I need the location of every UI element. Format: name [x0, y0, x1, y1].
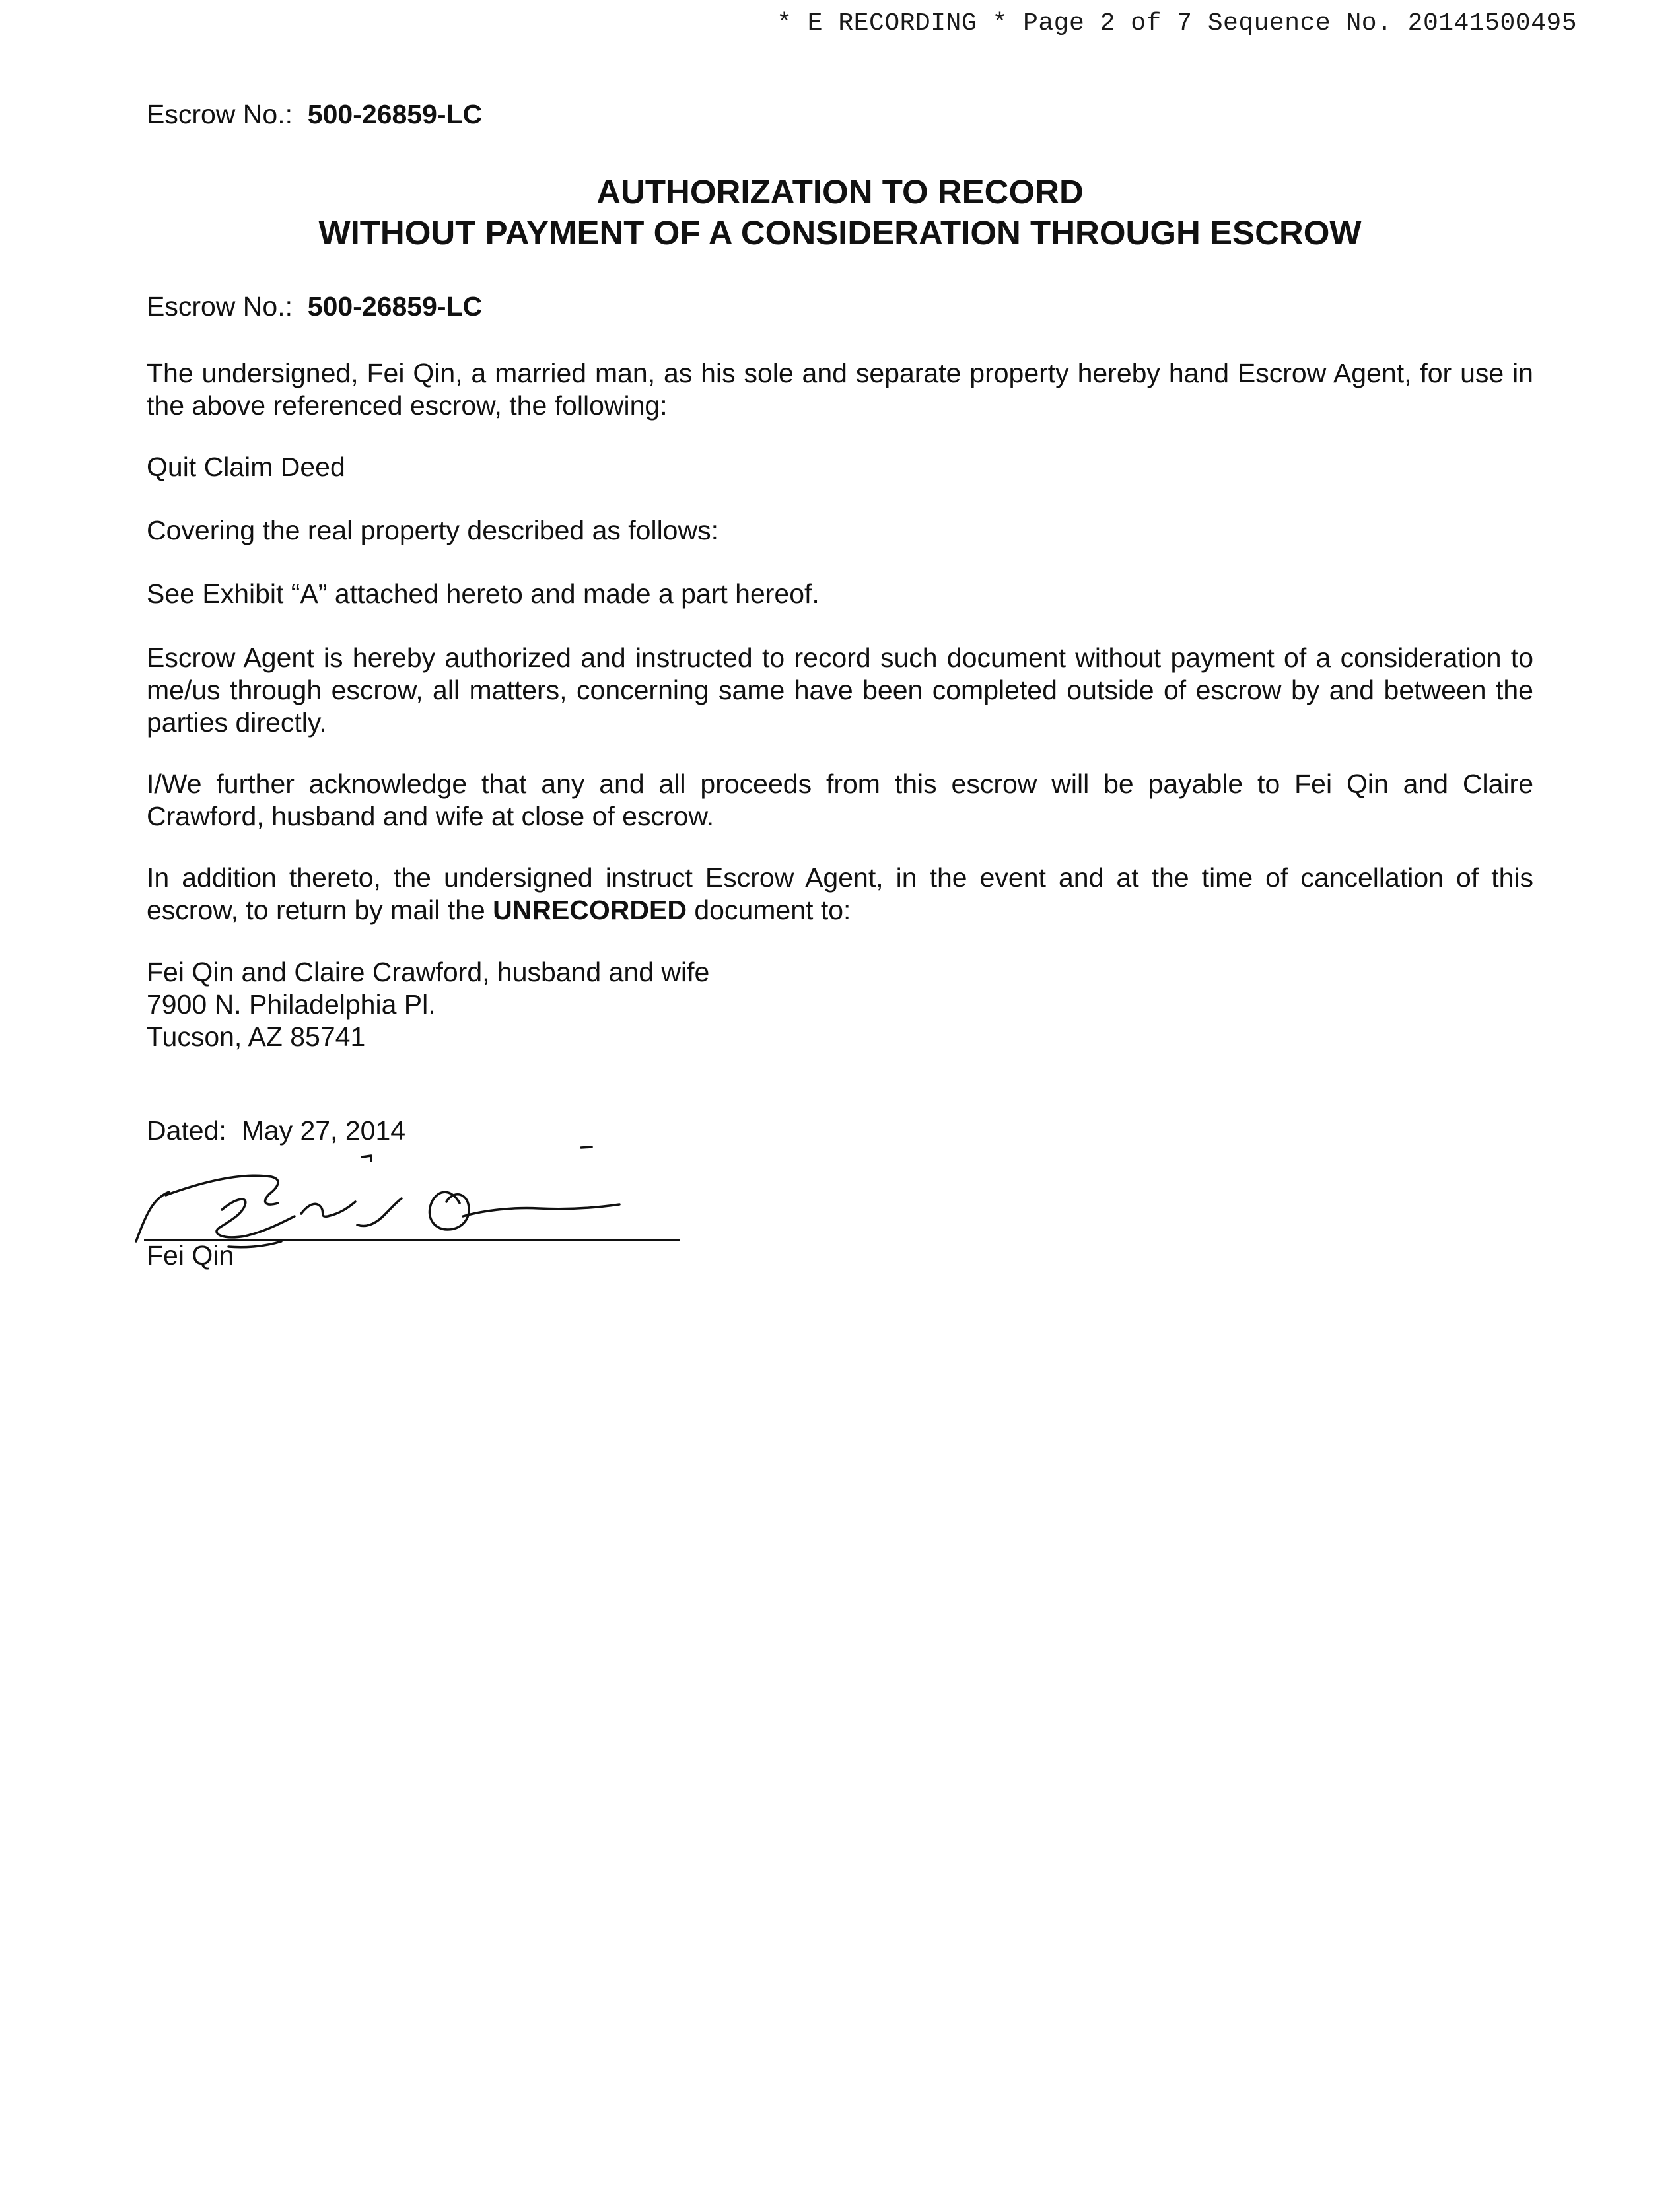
- unrecorded-emphasis: UNRECORDED: [493, 895, 687, 925]
- dated-value: May 27, 2014: [241, 1115, 406, 1146]
- signer-name: Fei Qin: [147, 1240, 234, 1270]
- document-title: [0, 172, 1680, 254]
- recording-stamp: * E RECORDING * Page 2 of 7 Sequence No. 20141500495: [777, 9, 1577, 38]
- address-city: Tucson, AZ 85741: [147, 1022, 366, 1052]
- escrow-number-top: [147, 99, 482, 130]
- cancellation-text-end: document to:: [686, 895, 851, 925]
- paragraph-authorization: Escrow Agent is hereby authorized and instructed to record such document without payment of a consideration to me/us through escrow, all matters, concerning same have been completed outside of escrow by and between the parties directly.: [147, 642, 1533, 738]
- escrow-number: 500-26859-LC: [307, 99, 483, 129]
- title-line-1: AUTHORIZATION TO RECORD: [596, 173, 1084, 211]
- paragraph-cancellation: [147, 862, 1533, 926]
- escrow-label: Escrow No.:: [147, 99, 293, 129]
- paragraph-document-type: Quit Claim Deed: [147, 452, 345, 482]
- paragraph-undersigned: The undersigned, Fei Qin, a married man, as his sole and separate property hereby hand Escrow Agent, for use in the above referenced escrow, the following:: [147, 358, 1533, 421]
- return-address: [147, 956, 1533, 1053]
- escrow-number-second: [147, 291, 482, 322]
- escrow-label: Escrow No.:: [147, 291, 293, 322]
- address-name: Fei Qin and Claire Crawford, husband and wife: [147, 957, 710, 987]
- cancellation-text-start: In addition thereto, the undersigned instruct Escrow Agent, in the event and at the time of cancellation of this escrow, to return by mail the: [147, 862, 1533, 925]
- title-line-2: WITHOUT PAYMENT OF A CONSIDERATION THROUGH ESCROW: [318, 214, 1362, 252]
- address-street: 7900 N. Philadelphia Pl.: [147, 989, 436, 1020]
- escrow-number: 500-26859-LC: [307, 291, 483, 322]
- paragraph-exhibit: See Exhibit “A” attached hereto and made a part hereof.: [147, 578, 820, 609]
- dated-label: Dated:: [147, 1115, 227, 1146]
- paragraph-covering: Covering the real property described as follows:: [147, 515, 718, 545]
- paragraph-proceeds: I/We further acknowledge that any and all proceeds from this escrow will be payable to Fei Qin and Claire Crawford, husband and wife at close of escrow.: [147, 769, 1533, 831]
